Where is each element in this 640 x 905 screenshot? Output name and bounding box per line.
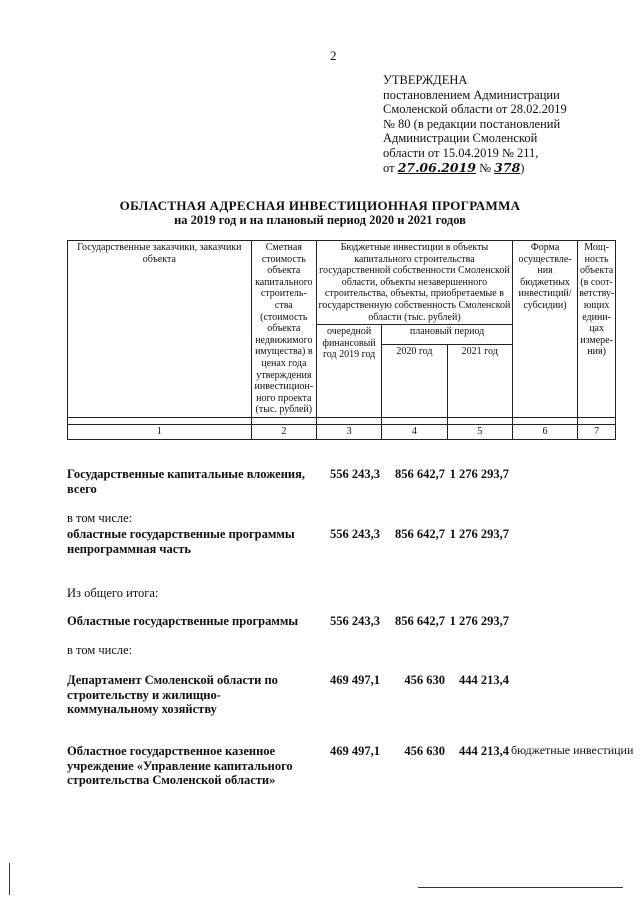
approval-line-handwritten: от 27.06.2019 № 378): [383, 159, 525, 175]
value-2019: 469 497,1: [330, 673, 380, 687]
value-2020: 456 630: [404, 673, 445, 687]
column-number: 2: [251, 424, 316, 439]
header-planned-period: плановый период: [382, 325, 513, 345]
column-number: 5: [447, 424, 512, 439]
value-2021: 1 276 293,7: [449, 614, 509, 628]
approval-line: № 80 (в редакции постановлений: [383, 116, 561, 131]
row-name: Областные государственные программы: [67, 614, 299, 628]
row-name: в том числе:: [67, 511, 133, 525]
column-number: 4: [382, 424, 447, 439]
approval-line: постановлением Администрации: [383, 87, 560, 102]
header-2021: 2021 год: [447, 344, 512, 417]
approval-stamp: [383, 73, 633, 175]
approval-line: области от 15.04.2019 № 211,: [383, 145, 539, 160]
row-name: Областное государственное казенное учреждение «Управление капитального строительства Смоленской области»: [67, 744, 293, 787]
approval-line: Администрации Смоленской: [383, 131, 538, 146]
approval-line: УТВЕРЖДЕНА: [383, 73, 468, 87]
header-budget-investments: Бюджетные инвестиции в объекты капитального строительства государственной собственности Смоленской области, объекты незавершенного строительства, объекты, приобретаемые в государственную собственность Смоленской области (тыс. рублей): [316, 241, 512, 325]
approval-line: Смоленской области от 28.02.2019: [383, 102, 567, 117]
value-2019: 556 243,3: [330, 467, 380, 481]
value-2020: 856 642,7: [395, 467, 445, 481]
value-2021: 1 276 293,7: [449, 467, 509, 481]
header-estimated-cost: Сметная стоимость объекта капитального строитель-ства (стоимость объекта недвижимого имущества) в ценах года утверждения инвестицион-ного проекта (тыс. рублей): [251, 241, 316, 418]
page-number: 2: [330, 48, 337, 63]
column-number: 3: [316, 424, 381, 439]
value-2021: 444 213,4: [459, 744, 509, 758]
column-number: 7: [578, 424, 616, 439]
row-name: областные государственные программы непрограммная часть: [67, 527, 295, 556]
value-2020: 856 642,7: [395, 527, 445, 541]
column-number: 1: [68, 424, 252, 439]
scan-edge-line: [9, 863, 10, 895]
header-2019: очередной финансовый год 2019 год: [316, 325, 381, 418]
row-name: Из общего итога:: [67, 586, 159, 600]
value-2019: 469 497,1: [330, 744, 380, 758]
row-name: Департамент Смоленской области по строительству и жилищно-коммунальному хозяйству: [67, 673, 278, 716]
value-2021: 444 213,4: [459, 673, 509, 687]
value-2020: 856 642,7: [395, 614, 445, 628]
document-title: ОБЛАСТНАЯ АДРЕСНАЯ ИНВЕСТИЦИОННАЯ ПРОГРАММА: [119, 198, 521, 213]
header-form: Форма осуществле-ния бюджетных инвестиций/ субсидии): [512, 241, 577, 418]
handwritten-number: 378: [494, 159, 521, 175]
header-customers: Государственные заказчики, заказчики объекта: [68, 241, 252, 418]
value-2019: 556 243,3: [330, 614, 380, 628]
program-table-header: [67, 240, 616, 440]
handwritten-date: 27.06.2019: [397, 159, 476, 175]
value-2019: 556 243,3: [330, 527, 380, 541]
header-capacity: Мощ-ность объекта (в соот-ветству-ющих едини-цах измере-ния): [578, 241, 616, 418]
value-2020: 456 630: [404, 744, 445, 758]
row-name: в том числе:: [67, 643, 133, 657]
row-name: Государственные капитальные вложения, всего: [67, 467, 305, 496]
value-2021: 1 276 293,7: [449, 527, 509, 541]
header-2020: 2020 год: [382, 344, 447, 417]
column-number: 6: [512, 424, 577, 439]
investment-form: бюджетные инвестиции: [511, 743, 634, 757]
document-subtitle: на 2019 год и на плановый период 2020 и 2021 годов: [174, 213, 466, 227]
scan-bottom-line: [418, 887, 623, 888]
